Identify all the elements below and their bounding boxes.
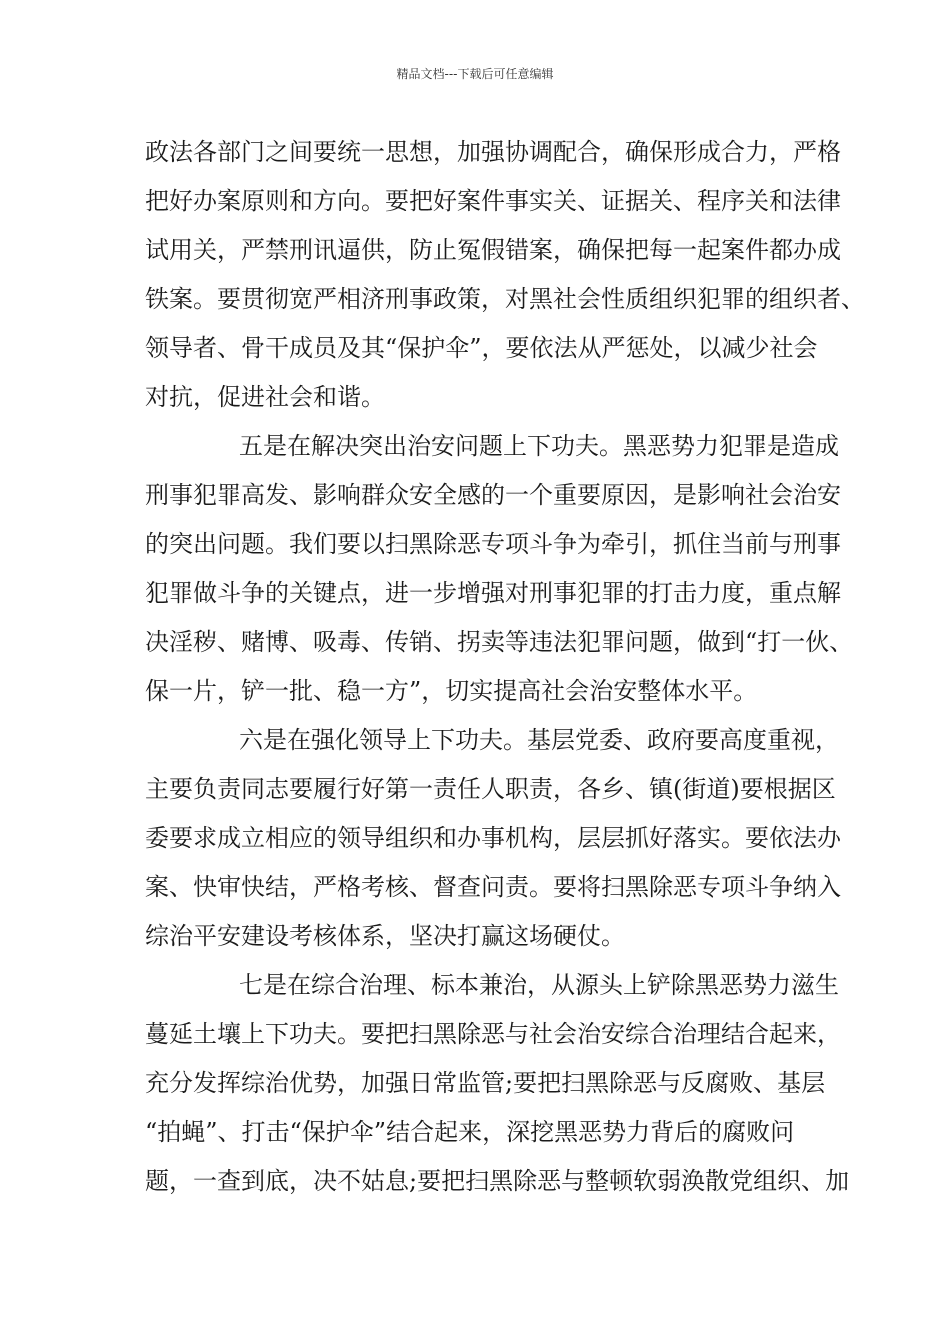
text-line: 的突出问题。我们要以扫黑除恶专项斗争为牵引，抓住当前与刑事	[145, 530, 841, 558]
text-line: 题，一查到底，决不姑息;要把扫黑除恶与整顿软弱涣散党组织、加	[145, 1167, 850, 1195]
text-line: 把好办案原则和方向。要把好案件事实关、证据关、程序关和法律	[145, 187, 841, 215]
text-line: 决淫秽、赌博、吸毒、传销、拐卖等违法犯罪问题，做到“打一伙、	[145, 628, 854, 656]
text-line: 蔓延土壤上下功夫。要把扫黑除恶与社会治安综合治理结合起来，	[145, 1020, 841, 1048]
text-line: 保一片，铲一批、稳一方”，切实提高社会治安整体水平。	[145, 677, 758, 705]
text-line: 案、快审快结，严格考核、督查问责。要将扫黑除恶专项斗争纳入	[145, 873, 841, 901]
text-line: 五是在解决突出治安问题上下功夫。黑恶势力犯罪是造成	[239, 432, 839, 460]
text-line: 六是在强化领导上下功夫。基层党委、政府要高度重视，	[239, 726, 839, 754]
text-line: 七是在综合治理、标本兼治，从源头上铲除黑恶势力滋生	[239, 971, 839, 999]
paragraph	[145, 128, 865, 422]
text-line: 刑事犯罪高发、影响群众安全感的一个重要原因，是影响社会治安	[145, 481, 841, 509]
text-line: 试用关，严禁刑讯逼供，防止冤假错案，确保把每一起案件都办成	[145, 236, 841, 264]
text-line: 充分发挥综治优势，加强日常监管;要把扫黑除恶与反腐败、基层	[145, 1069, 826, 1097]
text-line: 委要求成立相应的领导组织和办事机构，层层抓好落实。要依法办	[145, 824, 841, 852]
text-line: 综治平安建设考核体系，坚决打赢这场硬仗。	[145, 922, 625, 950]
text-line: 政法各部门之间要统一思想，加强协调配合，确保形成合力，严格	[145, 138, 841, 166]
text-line: 铁案。要贯彻宽严相济刑事政策，对黑社会性质组织犯罪的组织者、	[145, 285, 865, 313]
document-body	[145, 128, 865, 1206]
paragraph	[145, 422, 854, 716]
text-line: 犯罪做斗争的关键点，进一步增强对刑事犯罪的打击力度，重点解	[145, 579, 841, 607]
paragraph	[145, 716, 841, 961]
paragraph	[145, 961, 850, 1206]
page-header: 精品文档---下载后可任意编辑	[396, 67, 554, 81]
text-line: 领导者、骨干成员及其“保护伞”，要依法从严惩处，以减少社会	[145, 334, 818, 362]
text-line: 主要负责同志要履行好第一责任人职责，各乡、镇(街道)要根据区	[145, 775, 836, 803]
text-line: 对抗，促进社会和谐。	[145, 383, 385, 411]
text-line: “拍蝇”、打击“保护伞”结合起来，深挖黑恶势力背后的腐败问	[145, 1118, 795, 1146]
